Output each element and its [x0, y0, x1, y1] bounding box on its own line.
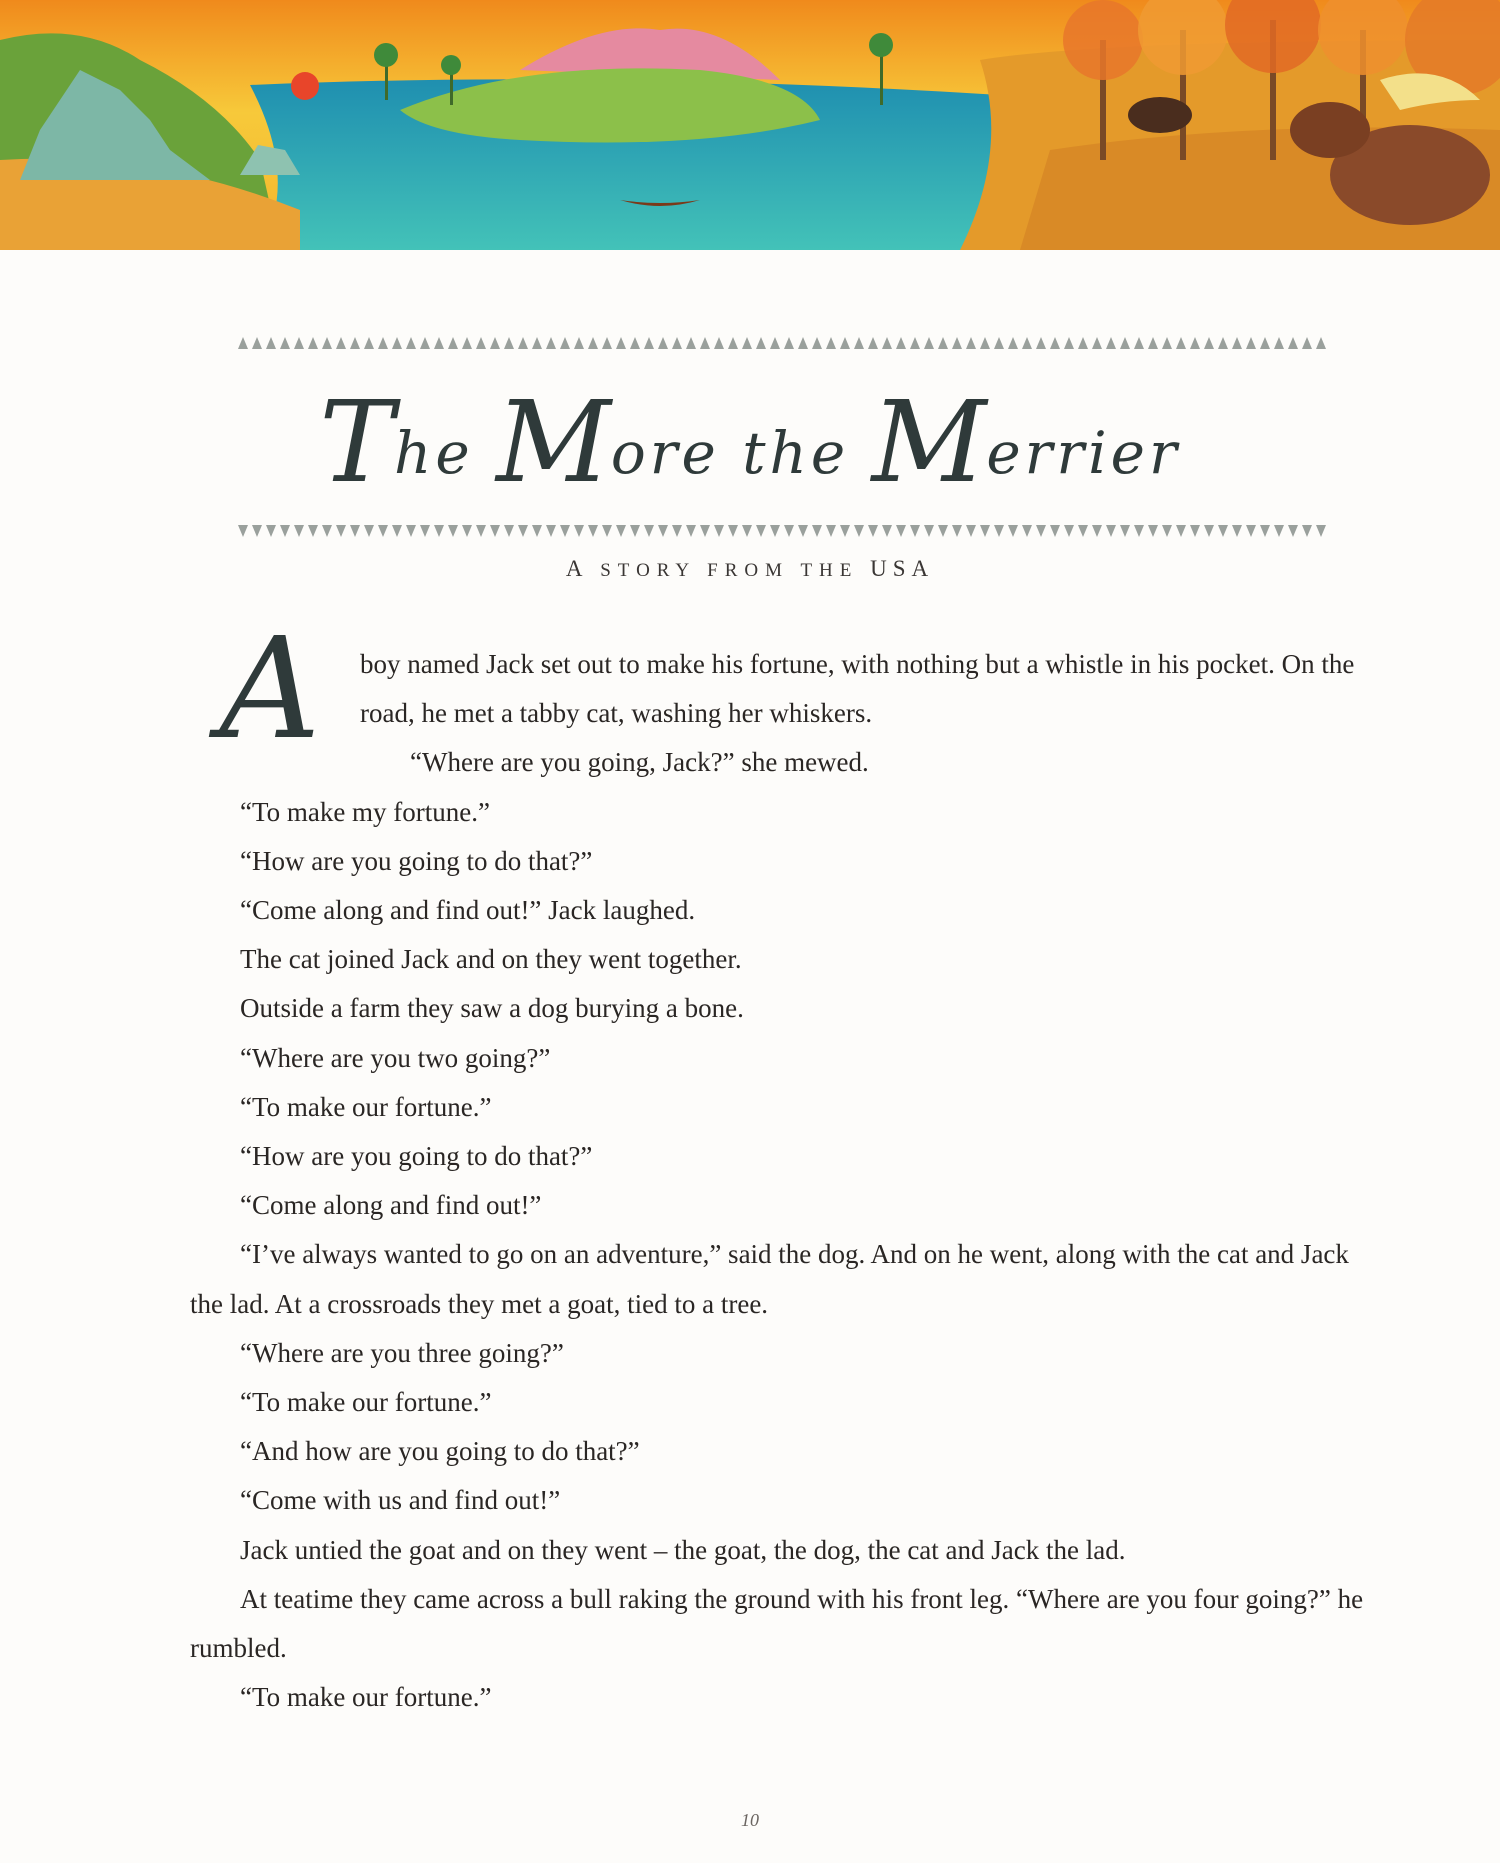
story-paragraph: “Come along and find out!” Jack laughed.: [240, 895, 696, 926]
title-cap-t: T: [319, 378, 394, 508]
subtitle-lead: A: [565, 556, 589, 581]
story-paragraph: boy named Jack set out to make his fortune, with nothing but a whistle in his pocket. On the road, he met a tabby cat, washing her whiskers.: [360, 649, 1355, 729]
drop-cap: A: [219, 608, 321, 771]
story-paragraph: “Where are you going, Jack?” she mewed.: [410, 747, 869, 778]
story-paragraph: “I’ve always wanted to go on an adventure,” said the dog. And on he went, along with the cat and Jack the lad. At a crossroads they met a goat, tied to a tree.: [190, 1239, 1349, 1319]
title-cap-m2: M: [871, 378, 987, 508]
story-paragraph: “To make my fortune.”: [240, 796, 491, 827]
story-paragraph: “And how are you going to do that?”: [240, 1436, 640, 1467]
header-illustration: [0, 0, 1500, 250]
landscape-illustration: [0, 0, 1500, 250]
story-paragraph: “How are you going to do that?”: [240, 1141, 593, 1172]
subtitle-country: USA: [870, 556, 935, 581]
ornament-border-top: [238, 333, 1333, 351]
title-part-1: he: [394, 419, 497, 487]
story-paragraph: “How are you going to do that?”: [240, 845, 593, 876]
story-paragraph: Outside a farm they saw a dog burying a bone.: [240, 993, 744, 1024]
story-paragraph: Jack untied the goat and on they went – the goat, the dog, the cat and Jack the lad.: [240, 1534, 1126, 1565]
story-paragraph: “Come with us and find out!”: [240, 1485, 561, 1516]
story-title: [0, 378, 1500, 508]
story-paragraph: “To make our fortune.”: [240, 1387, 492, 1418]
ornament-border-bottom: [238, 523, 1333, 541]
story-paragraph: “Where are you two going?”: [240, 1042, 551, 1073]
story-paragraph: The cat joined Jack and on they went together.: [240, 944, 742, 975]
story-body: [190, 608, 1370, 1722]
story-origin-subtitle: [0, 556, 1500, 582]
page-number: 10: [741, 1810, 759, 1830]
title-part-2: ore the: [610, 419, 872, 487]
story-paragraph: At teatime they came across a bull raking the ground with his front leg. “Where are you four going?” he rumbled.: [190, 1583, 1364, 1664]
title-cap-m1: M: [496, 378, 611, 508]
title-part-3: errier: [986, 419, 1181, 487]
story-paragraph: “Where are you three going?”: [240, 1337, 564, 1368]
story-paragraph: “To make our fortune.”: [240, 1091, 492, 1122]
subtitle-middle: STORY FROM THE: [588, 560, 871, 581]
story-paragraph: “Come along and find out!”: [240, 1190, 542, 1221]
story-paragraph: “To make our fortune.”: [240, 1682, 492, 1713]
